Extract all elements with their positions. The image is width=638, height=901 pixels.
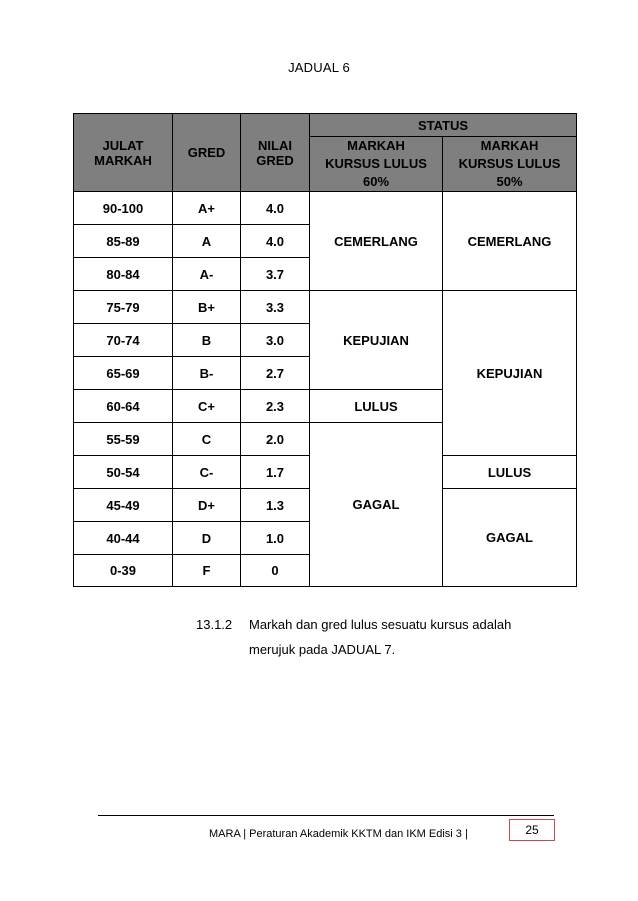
status50-kepujian: KEPUJIAN: [443, 291, 577, 456]
cell-julat: 85-89: [74, 225, 173, 258]
cell-nilai: 0: [241, 555, 310, 587]
cell-julat: 90-100: [74, 192, 173, 225]
paragraph-line-1: Markah dan gred lulus sesuatu kursus adalah: [249, 617, 512, 632]
cell-julat: 0-39: [74, 555, 173, 587]
cell-gred: B-: [173, 357, 241, 390]
table-title: JADUAL 6: [288, 60, 350, 75]
cell-julat: 80-84: [74, 258, 173, 291]
cell-gred: A-: [173, 258, 241, 291]
grade-table: [73, 113, 577, 587]
cell-nilai: 4.0: [241, 225, 310, 258]
header-nilai-gred: NILAI GRED: [241, 114, 310, 192]
cell-nilai: 2.7: [241, 357, 310, 390]
cell-gred: C+: [173, 390, 241, 423]
header-status: STATUS: [310, 114, 577, 137]
cell-gred: F: [173, 555, 241, 587]
footer-text: MARA | Peraturan Akademik KKTM dan IKM Edisi 3 |: [209, 828, 468, 840]
status50-lulus: LULUS: [443, 456, 577, 489]
cell-gred: A+: [173, 192, 241, 225]
cell-nilai: 2.3: [241, 390, 310, 423]
paragraph-line-2: merujuk pada JADUAL 7.: [249, 642, 396, 657]
status60-gagal: GAGAL: [310, 423, 443, 587]
cell-nilai: 4.0: [241, 192, 310, 225]
cell-nilai: 1.0: [241, 522, 310, 555]
cell-julat: 55-59: [74, 423, 173, 456]
page-number: 25: [509, 819, 555, 841]
status60-cemerlang: CEMERLANG: [310, 192, 443, 291]
cell-nilai: 1.7: [241, 456, 310, 489]
status60-lulus: LULUS: [310, 390, 443, 423]
header-gred: GRED: [173, 114, 241, 192]
cell-nilai: 2.0: [241, 423, 310, 456]
cell-julat: 45-49: [74, 489, 173, 522]
header-markah-60: MARKAH KURSUS LULUS 60%: [310, 137, 443, 192]
status50-gagal: GAGAL: [443, 489, 577, 587]
cell-gred: D: [173, 522, 241, 555]
header-julat-markah: JULAT MARKAH: [74, 114, 173, 192]
cell-gred: B: [173, 324, 241, 357]
cell-julat: 60-64: [74, 390, 173, 423]
cell-gred: A: [173, 225, 241, 258]
cell-julat: 70-74: [74, 324, 173, 357]
cell-gred: D+: [173, 489, 241, 522]
cell-julat: 75-79: [74, 291, 173, 324]
header-markah-50: MARKAH KURSUS LULUS 50%: [443, 137, 577, 192]
cell-nilai: 1.3: [241, 489, 310, 522]
cell-nilai: 3.3: [241, 291, 310, 324]
paragraph-number: 13.1.2: [196, 617, 233, 632]
status50-cemerlang: CEMERLANG: [443, 192, 577, 291]
cell-gred: C: [173, 423, 241, 456]
cell-nilai: 3.0: [241, 324, 310, 357]
cell-julat: 40-44: [74, 522, 173, 555]
cell-nilai: 3.7: [241, 258, 310, 291]
cell-julat: 65-69: [74, 357, 173, 390]
status60-kepujian: KEPUJIAN: [310, 291, 443, 390]
table-row: [74, 291, 577, 324]
footer-divider: [98, 815, 554, 816]
cell-julat: 50-54: [74, 456, 173, 489]
table-row: [74, 192, 577, 225]
cell-gred: B+: [173, 291, 241, 324]
cell-gred: C-: [173, 456, 241, 489]
